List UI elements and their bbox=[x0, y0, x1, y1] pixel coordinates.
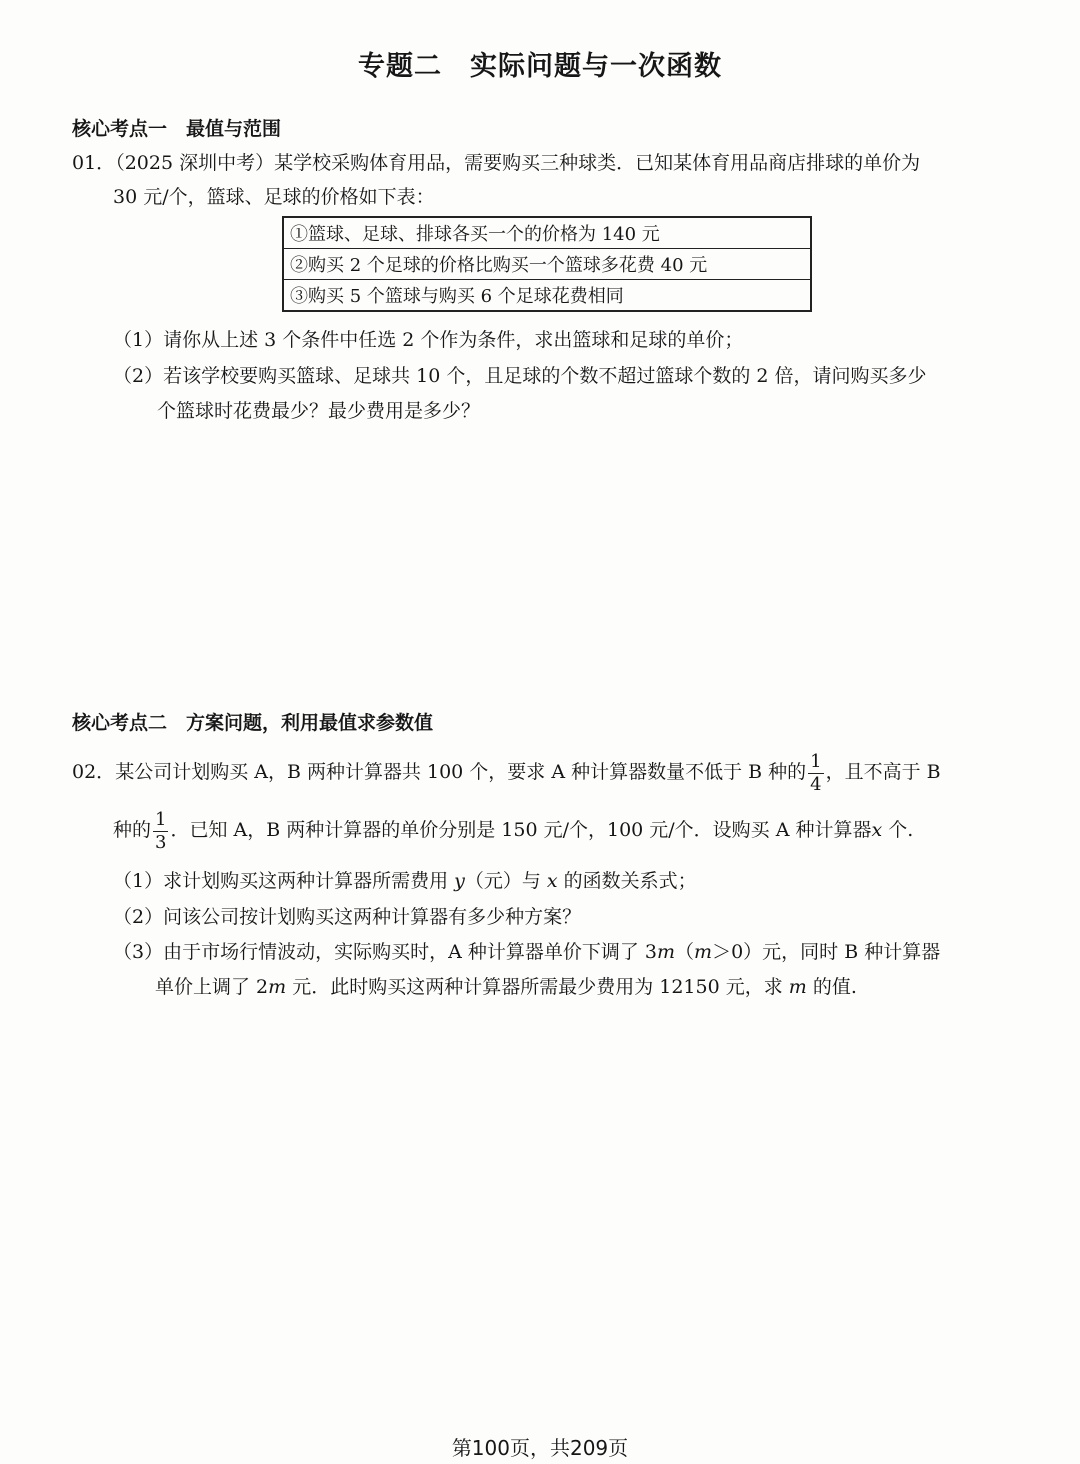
part-3-text-b: （ bbox=[675, 941, 695, 963]
part-3-line-2-text-b: 元．此时购买这两种计算器所需最少费用为 12150 元，求 bbox=[286, 976, 789, 998]
section-heading-2: 核心考点二 方案问题，利用最值求参数值 bbox=[72, 712, 434, 734]
fraction-one-quarter bbox=[808, 751, 823, 796]
variable-x: x bbox=[871, 819, 883, 841]
fraction-denominator: 3 bbox=[155, 831, 167, 853]
table-row bbox=[283, 280, 811, 312]
condition-2: ②购买 2 个足球的价格比购买一个篮球多花费 40 元 bbox=[283, 249, 811, 280]
question-1-part-2-line-1: （2）若该学校要购买篮球、足球共 10 个，且足球的个数不超过篮球个数的 2 倍，请问购买多少 bbox=[113, 365, 927, 387]
fraction-one-third bbox=[153, 809, 168, 854]
question-1-line-2: 30 元/个，篮球、足球的价格如下表： bbox=[113, 186, 435, 208]
question-1-part-2-line-2: 个篮球时花费最少？最少费用是多少？ bbox=[157, 400, 481, 422]
variable-m: m bbox=[268, 976, 287, 998]
page-title: 专题二 实际问题与一次函数 bbox=[358, 51, 722, 82]
part-3-text-c: ＞0）元，同时 B 种计算器 bbox=[712, 941, 941, 963]
condition-3: ③购买 5 个篮球与购买 6 个足球花费相同 bbox=[283, 280, 811, 312]
part-3-line-2-text-a: 单价上调了 2 bbox=[155, 976, 269, 998]
condition-1: ①篮球、足球、排球各买一个的价格为 140 元 bbox=[283, 217, 811, 249]
question-2-part-3-line-2 bbox=[155, 972, 857, 999]
question-2-text-2b: ．已知 A，B 两种计算器的单价分别是 150 元/个，100 元/个．设购买 A 种计算器 bbox=[170, 819, 872, 841]
variable-y: y bbox=[454, 870, 465, 892]
question-2-text-1a: 某公司计划购买 A，B 两种计算器共 100 个，要求 A 种计算器数量不低于 B 种的 bbox=[115, 761, 807, 783]
question-2-part-2: （2）问该公司按计划购买这两种计算器有多少种方案？ bbox=[113, 906, 582, 928]
part-3-line-2-text-c: 的值. bbox=[806, 976, 857, 998]
part-1-text-b: （元）与 bbox=[464, 870, 547, 892]
question-2-text-1b: ，且不高于 B bbox=[825, 761, 941, 783]
page-footer: 第100页，共209页 bbox=[451, 1436, 629, 1460]
question-2-line-2 bbox=[113, 806, 913, 854]
question-1-text-1: （2025 深圳中考）某学校采购体育用品，需要购买三种球类．已知某体育用品商店排球的单价为 bbox=[115, 152, 921, 174]
question-1-line-1 bbox=[72, 148, 920, 175]
part-1-text-a: （1）求计划购买这两种计算器所需费用 bbox=[113, 870, 455, 892]
variable-m: m bbox=[656, 941, 676, 963]
table-row bbox=[283, 217, 811, 249]
conditions-table bbox=[282, 216, 812, 312]
section-heading-1: 核心考点一 最值与范围 bbox=[72, 118, 282, 140]
variable-m: m bbox=[788, 976, 807, 998]
variable-m: m bbox=[694, 941, 713, 963]
part-1-text-c: 的函数关系式； bbox=[557, 870, 697, 892]
question-2-text-2a: 种的 bbox=[113, 819, 152, 841]
question-2-part-3-line-1 bbox=[113, 937, 940, 964]
question-2-text-2c: 个. bbox=[882, 819, 914, 841]
question-1-part-1: （1）请你从上述 3 个条件中任选 2 个作为条件，求出篮球和足球的单价； bbox=[113, 329, 744, 351]
question-2-part-1 bbox=[113, 866, 697, 893]
question-1-number: 01． bbox=[72, 152, 116, 174]
fraction-numerator: 1 bbox=[810, 750, 822, 772]
fraction-denominator: 4 bbox=[810, 773, 822, 795]
part-3-text-a: （3）由于市场行情波动，实际购买时，A 种计算器单价下调了 3 bbox=[113, 941, 657, 963]
variable-x: x bbox=[546, 870, 558, 892]
table-row bbox=[283, 249, 811, 280]
question-2-number: 02． bbox=[72, 761, 116, 783]
fraction-numerator: 1 bbox=[155, 808, 167, 830]
question-2-line-1 bbox=[72, 748, 941, 796]
